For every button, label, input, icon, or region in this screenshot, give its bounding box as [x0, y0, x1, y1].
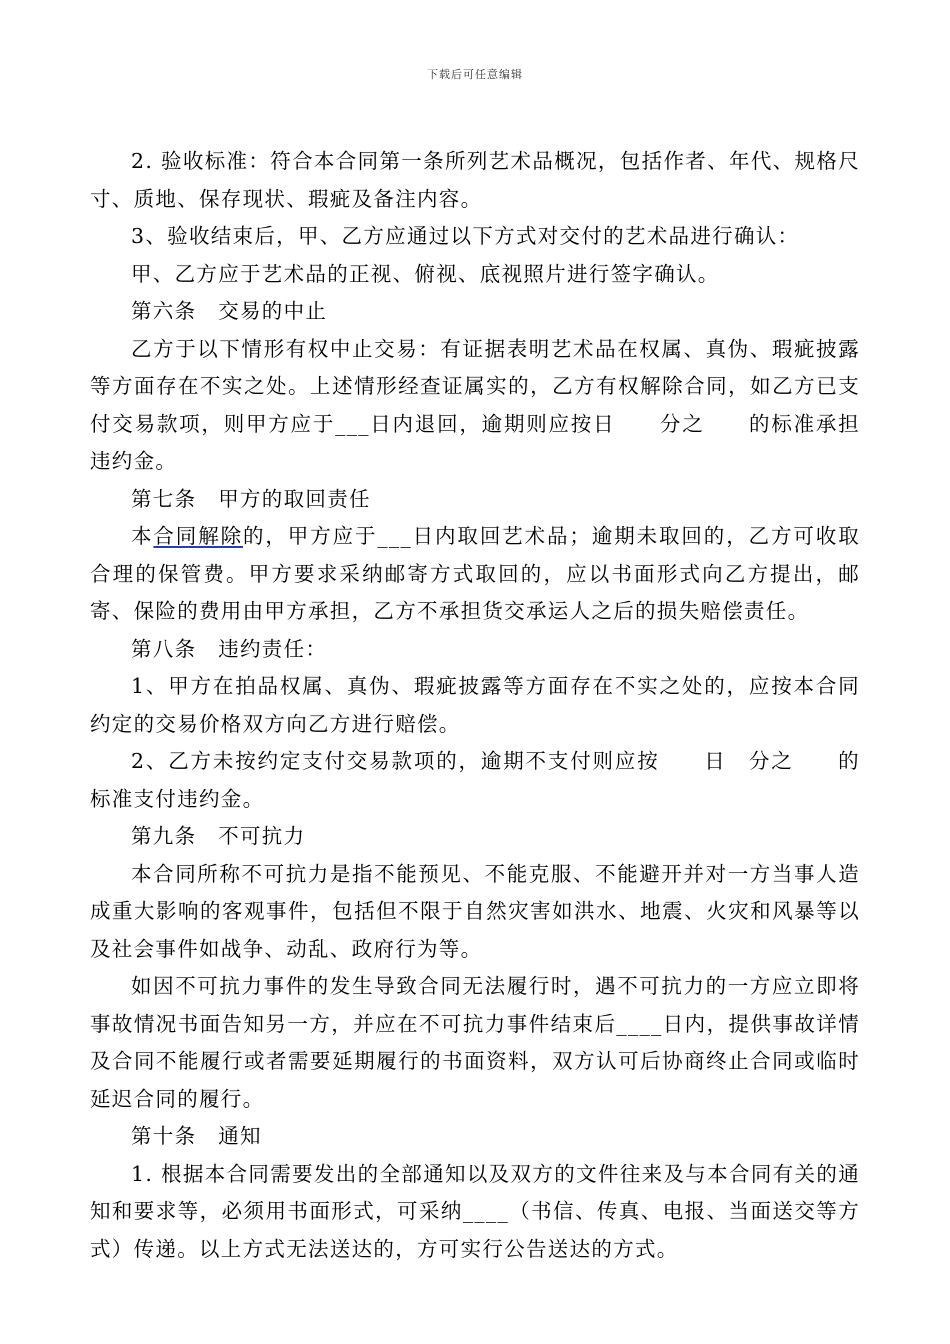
article-6-heading: 第六条 交易的中止	[131, 299, 328, 323]
clause-acceptance-confirmation: 3、验收结束后，甲、乙方应通过以下方式对交付的艺术品进行确认：	[131, 224, 800, 248]
article-10-heading: 第十条 通知	[131, 1124, 262, 1148]
article-7-prefix: 本	[131, 524, 154, 548]
article-6-body: 乙方于以下情形有权中止交易：有证据表明艺术品在权属、真伪、瑕疵披露等方面存在不实之处。上述情形经查证属实的，乙方有权解除合同，如乙方已支付交易款项，则甲方应于___日内退回，逾期则应按日 分之 的标准承担违约金。	[90, 336, 860, 473]
clause-acceptance-standard: 2. 验收标准：符合本合同第一条所列艺术品概况，包括作者、年代、规格尺寸、质地、保存现状、瑕疵及备注内容。	[90, 149, 860, 211]
article-8-heading: 第八条 违约责任：	[131, 636, 328, 661]
article-8-item-2: 2、乙方未按约定支付交易款项的，逾期不支付则应按 日 分之 的标准支付违约金。	[90, 749, 860, 811]
article-9-definition: 本合同所称不可抗力是指不能预见、不能克服、不能避开并对一方当事人造成重大影响的客观事件，包括但不限于自然灾害如洪水、地震、火灾和风暴等以及社会事件如战争、动乱、政府行为等。	[90, 861, 860, 961]
article-10-item-1: 1. 根据本合同需要发出的全部通知以及双方的文件往来及与本合同有关的通知和要求等，必须用书面形式，可采纳____（书信、传真、电报、当面送交等方式）传递。以上方式无法送达的，方可实行公告送达的方式。	[90, 1161, 860, 1261]
document-body	[90, 143, 860, 1268]
article-9-procedure: 如因不可抗力事件的发生导致合同无法履行时，遇不可抗力的一方应立即将事故情况书面告知另一方，并应在不可抗力事件结束后____日内，提供事故详情及合同不能履行或者需要延期履行的书面资料，双方认可后协商终止合同或临时延迟合同的履行。	[90, 974, 860, 1111]
page-header: 下载后可任意编辑	[427, 68, 523, 81]
article-9-heading: 第九条 不可抗力	[131, 824, 306, 848]
article-7-body	[90, 518, 860, 631]
article-8-item-1: 1、甲方在拍品权属、真伪、瑕疵披露等方面存在不实之处的，应按本合同约定的交易价格双方向乙方进行赔偿。	[90, 674, 860, 736]
article-7-rest: 的，甲方应于___日内取回艺术品；逾期未取回的，乙方可收取合理的保管费。甲方要求采纳邮寄方式取回的，应以书面形式向乙方提出，邮寄、保险的费用由甲方承担，乙方不承担货交承运人之后的损失赔偿责任。	[90, 524, 860, 623]
article-7-heading: 第七条 甲方的取回责任	[131, 486, 371, 511]
clause-photo-signing: 甲、乙方应于艺术品的正视、俯视、底视照片进行签字确认。	[131, 261, 720, 286]
contract-termination-link[interactable]: 合同解除	[153, 524, 243, 548]
